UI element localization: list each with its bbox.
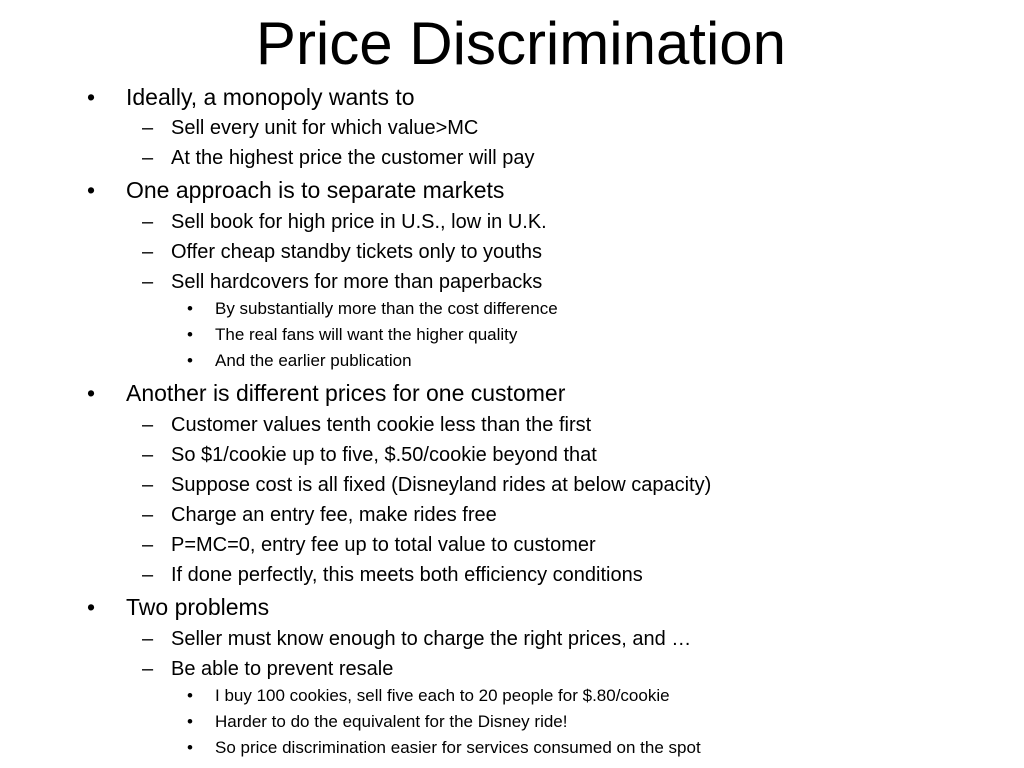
bullet-text: Sell hardcovers for more than paperbacks (171, 271, 543, 293)
bullet-text: Suppose cost is all fixed (Disneyland rides at below capacity) (171, 474, 712, 496)
bullet-marker: • (87, 84, 96, 110)
dash-marker: – (142, 628, 154, 650)
dash-marker: – (142, 474, 154, 496)
bullet-marker: • (87, 380, 96, 406)
bullet-text: Be able to prevent resale (171, 658, 394, 680)
dash-marker: – (142, 504, 154, 526)
bullet-text: At the highest price the customer will pay (171, 147, 535, 169)
bullet-text: So price discrimination easier for services consumed on the spot (215, 738, 701, 757)
bullet-text: And the earlier publication (215, 351, 412, 370)
bullet-text: Customer values tenth cookie less than the first (171, 414, 592, 436)
bullet-text: Harder to do the equivalent for the Disney ride! (215, 712, 568, 731)
bullet-text: Another is different prices for one customer (126, 380, 566, 406)
bullet-marker: • (87, 594, 96, 620)
bullet-text: Ideally, a monopoly wants to (126, 84, 415, 110)
bullet-text: So $1/cookie up to five, $.50/cookie beyond that (171, 444, 597, 466)
bullet-text: Sell every unit for which value>MC (171, 117, 479, 139)
dash-marker: – (142, 534, 154, 556)
bullet-marker: • (187, 299, 193, 318)
slide-title: Price Discrimination (255, 10, 787, 77)
bullet-marker: • (187, 325, 193, 344)
bullet-marker: • (187, 712, 193, 731)
dash-marker: – (142, 241, 154, 263)
bullet-text: If done perfectly, this meets both efficiency conditions (171, 564, 643, 586)
bullet-text: Charge an entry fee, make rides free (171, 504, 497, 526)
bullet-text: Seller must know enough to charge the right prices, and … (171, 628, 692, 650)
dash-marker: – (142, 147, 154, 169)
bullet-text: Two problems (126, 594, 270, 620)
bullet-text: One approach is to separate markets (126, 177, 505, 203)
bullet-text: The real fans will want the higher quality (215, 325, 518, 344)
dash-marker: – (142, 564, 154, 586)
dash-marker: – (142, 414, 154, 436)
bullet-marker: • (187, 351, 193, 370)
bullet-text: Sell book for high price in U.S., low in U.K. (171, 211, 547, 233)
bullet-text: I buy 100 cookies, sell five each to 20 people for $.80/cookie (215, 686, 670, 705)
dash-marker: – (142, 211, 154, 233)
bullet-text: By substantially more than the cost difference (215, 299, 558, 318)
dash-marker: – (142, 444, 154, 466)
dash-marker: – (142, 117, 154, 139)
bullet-marker: • (87, 177, 96, 203)
dash-marker: – (142, 271, 154, 293)
dash-marker: – (142, 658, 154, 680)
bullet-marker: • (187, 738, 193, 757)
bullet-marker: • (187, 686, 193, 705)
bullet-text: P=MC=0, entry fee up to total value to customer (171, 534, 596, 556)
bullet-text: Offer cheap standby tickets only to youths (171, 241, 542, 263)
